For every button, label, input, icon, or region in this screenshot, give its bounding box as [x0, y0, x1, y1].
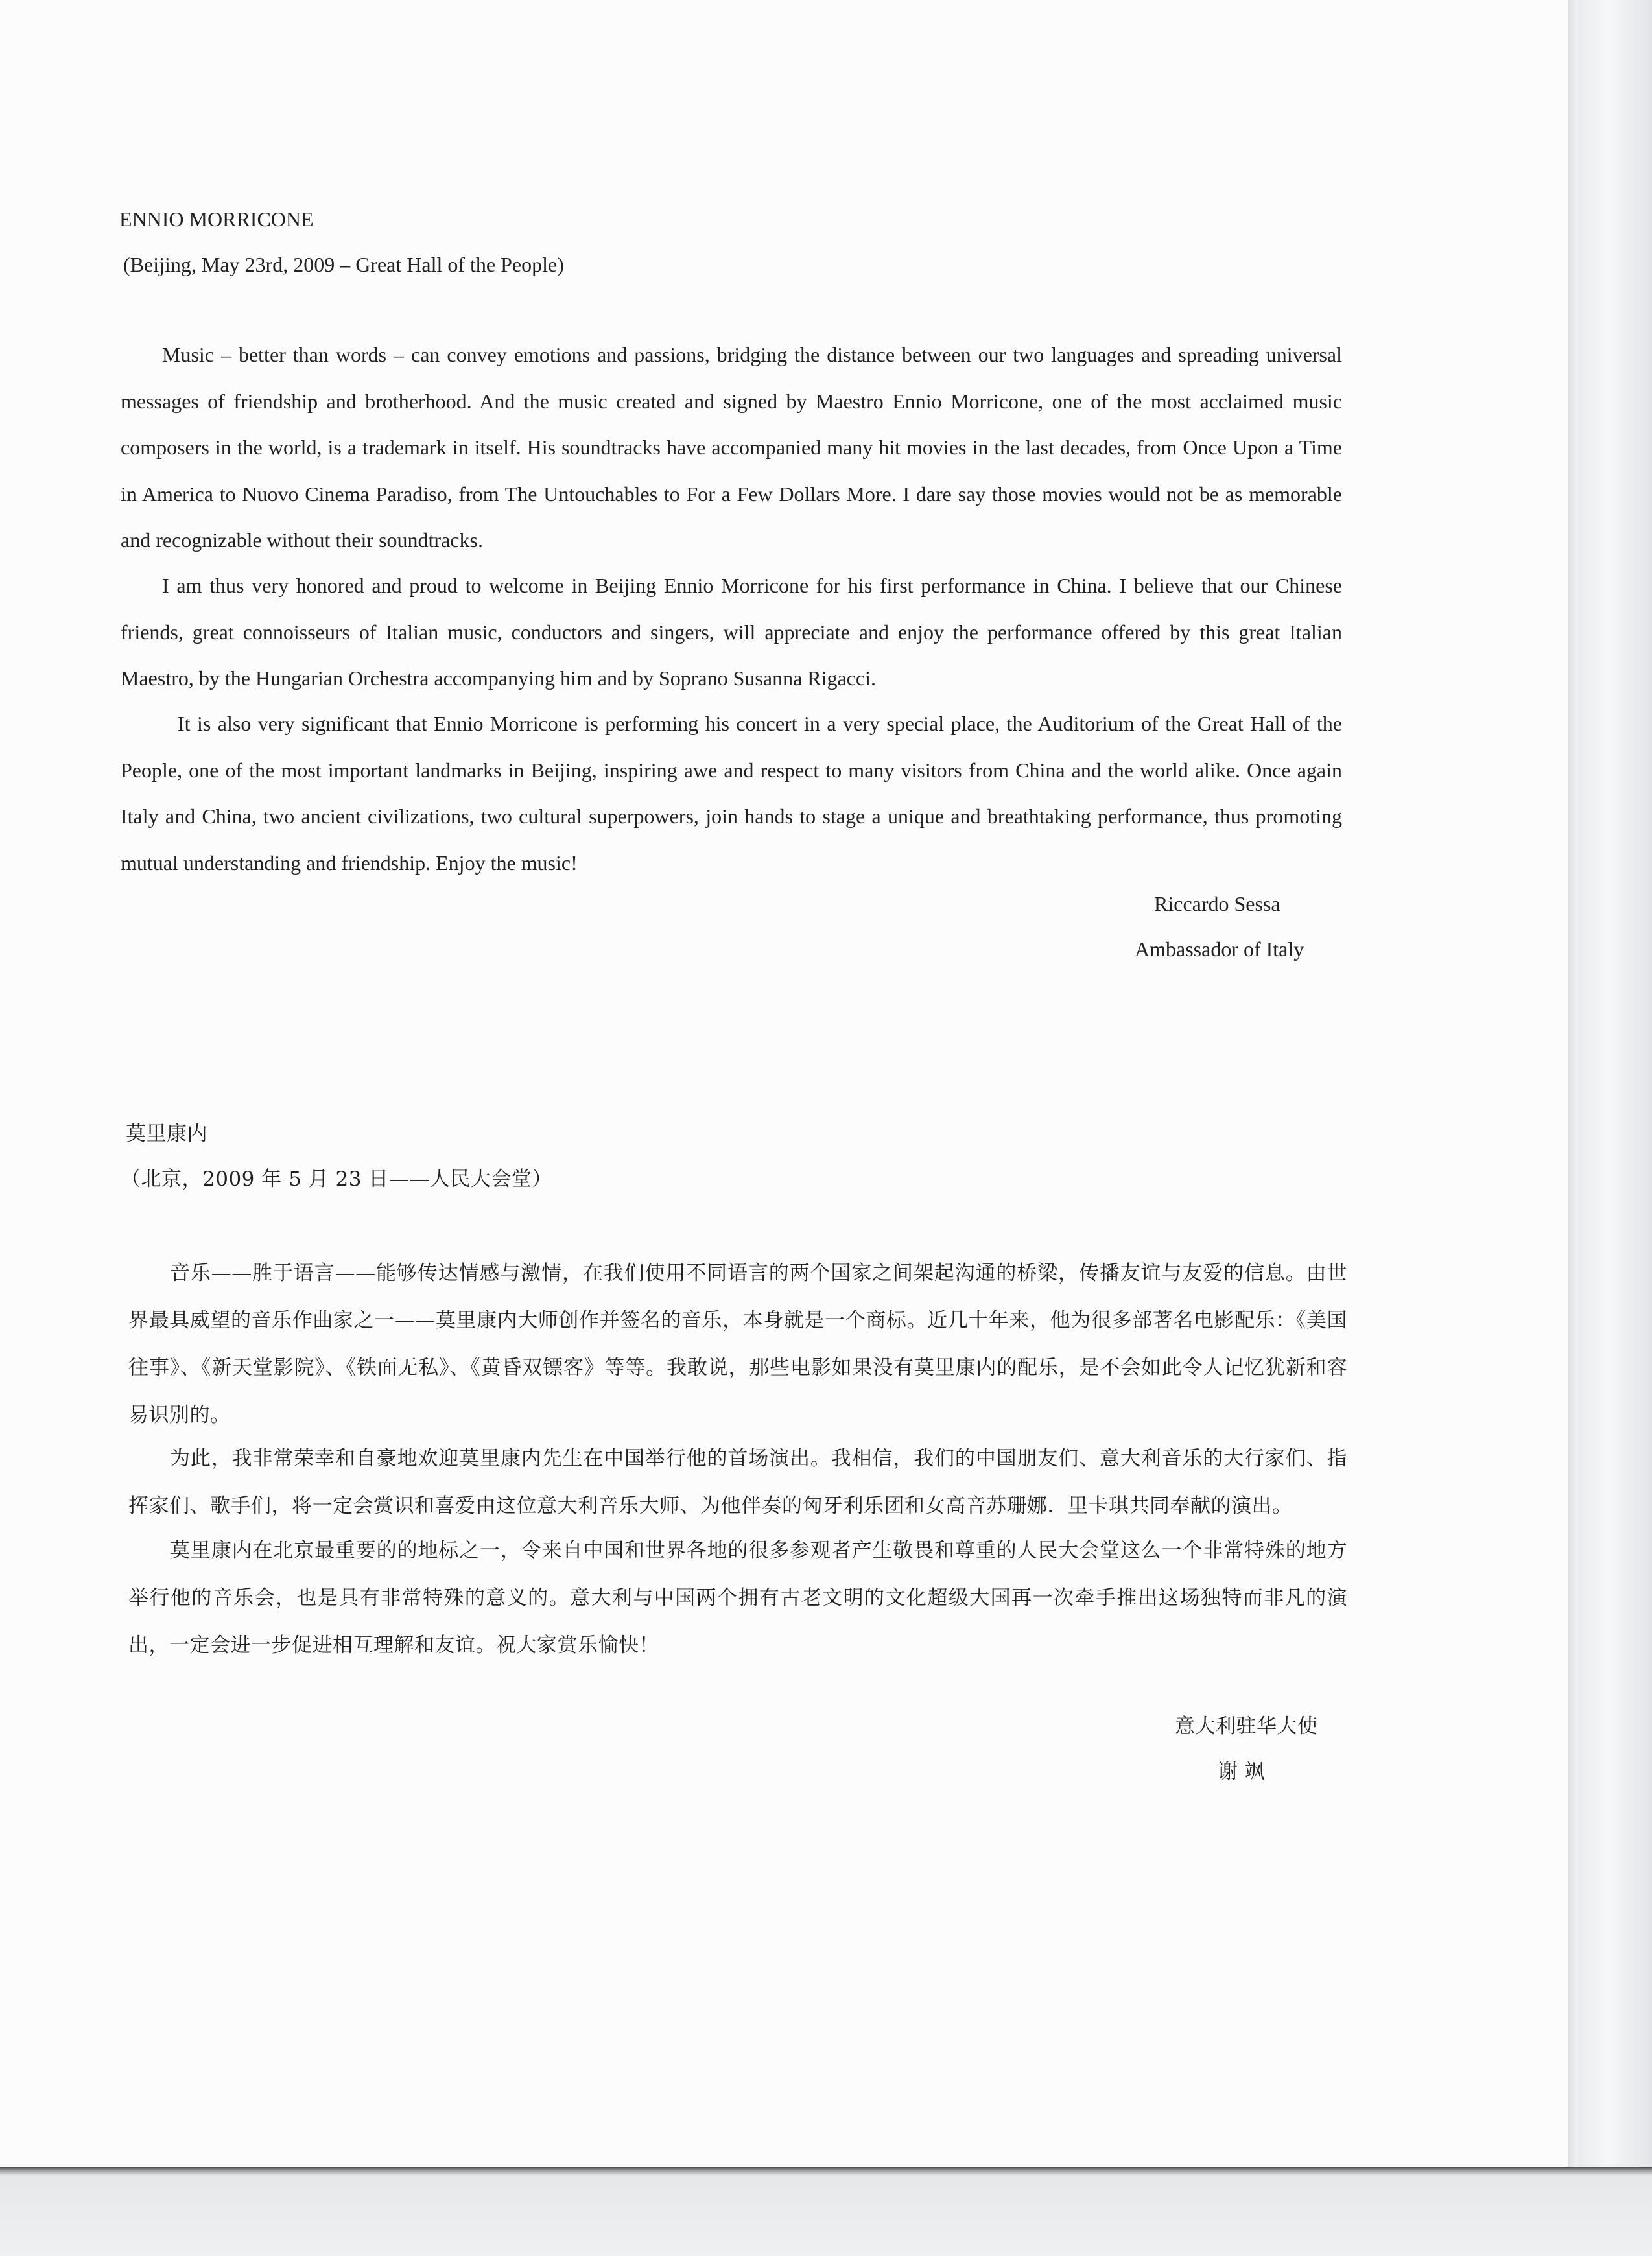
- chinese-subtitle: （北京，2009 年 5 月 23 日——人民大会堂）: [121, 1168, 552, 1191]
- english-subtitle: (Beijing, May 23rd, 2009 – Great Hall of the People): [123, 253, 564, 276]
- chinese-paragraph-2: 为此，我非常荣幸和自豪地欢迎莫里康内先生在中国举行他的首场演出。我相信，我们的中国朋友们、意大利音乐的大行家们、指挥家们、歌手们，将一定会赏识和喜爱由这位意大利音乐大师、为他伴奏的匈牙利乐团和女高音苏珊娜．里卡琪共同奉献的演出。: [128, 1447, 1347, 1518]
- english-signature-name: Riccardo Sessa: [1154, 892, 1280, 915]
- english-title: ENNIO MORRICONE: [119, 207, 314, 231]
- english-paragraph-1: Music – better than words – can convey emotions and passions, bridging the distance between our two languages and spreading universal messages of friendship and brotherhood. And the music created and signed by Maestro Ennio Morricone, one of the most acclaimed music composers in the world, is a trademark in itself. His soundtracks have accompanied many hit movies in the last decades, from Once Upon a Time in America to Nuovo Cinema Paradiso, from The Untouchables to For a Few Dollars More. I dare say those movies would not be as memorable and recognizable without their soundtracks.: [121, 343, 1342, 552]
- chinese-signature-title: 意大利驻华大使: [1175, 1715, 1318, 1738]
- chinese-signature-name: 谢 飒: [1218, 1760, 1266, 1783]
- chinese-paragraph-3: 莫里康内在北京最重要的的地标之一，令来自中国和世界各地的很多参观者产生敬畏和尊重的人民大会堂这么一个非常特殊的地方举行他的音乐会，也是具有非常特殊的意义的。意大利与中国两个拥有古老文明的文化超级大国再一次牵手推出这场独特而非凡的演出，一定会进一步促进相互理解和友谊。祝大家赏乐愉快！: [128, 1539, 1347, 1657]
- chinese-paragraph-1: 音乐——胜于语言——能够传达情感与激情，在我们使用不同语言的两个国家之间架起沟通的桥梁，传播友谊与友爱的信息。由世界最具威望的音乐作曲家之一——莫里康内大师创作并签名的音乐，本身就是一个商标。近几十年来，他为很多部著名电影配乐：《美国往事》、《新天堂影院》、《铁面无私》、《黄昏双镖客》等等。我敢说，那些电影如果没有莫里康内的配乐，是不会如此令人记忆犹新和容易识别的。: [128, 1262, 1347, 1427]
- scan-bottom-edge: [0, 2167, 1652, 2256]
- chinese-title: 莫里康内: [126, 1122, 207, 1146]
- page-edge: [1568, 0, 1578, 2167]
- english-paragraph-2: I am thus very honored and proud to welcome in Beijing Ennio Morricone for his first performance in China. I believe that our Chinese friends, great connoisseurs of Italian music, conductors and singers, will appreciate and enjoy the performance offered by this great Italian Maestro, by the Hungarian Orchestra accompanying him and by Soprano Susanna Rigacci.: [121, 574, 1342, 690]
- underlying-page: [1578, 0, 1652, 2256]
- english-signature-title: Ambassador of Italy: [1135, 937, 1304, 961]
- english-paragraph-3: It is also very significant that Ennio Morricone is performing his concert in a very special place, the Auditorium of the Great Hall of the People, one of the most important landmarks in Beijing, inspiring awe and respect to many visitors from China and the world alike. Once again Italy and China, two ancient civilizations, two cultural superpowers, join hands to stage a unique and breathtaking performance, thus promoting mutual understanding and friendship. Enjoy the music!: [121, 712, 1342, 875]
